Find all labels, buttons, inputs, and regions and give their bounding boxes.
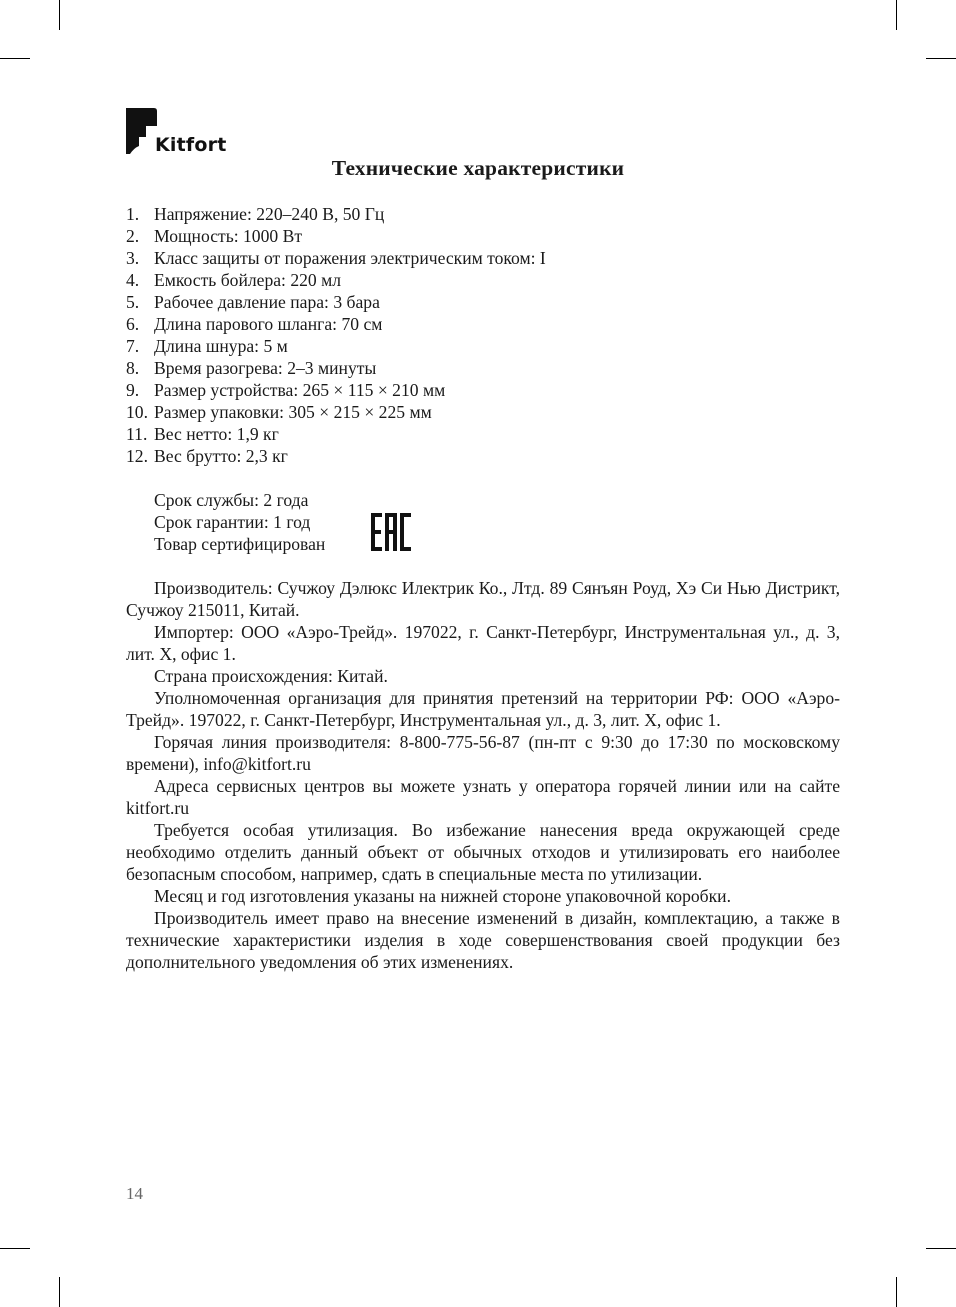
list-item: 8. Время разогрева: 2–3 минуты [126,358,377,378]
paragraph-origin: Страна происхождения: Китай. [154,666,388,686]
list-item: 5. Рабочее давление пара: 3 бара [126,292,380,312]
paragraph-importer: Импортер: ООО «Аэро-Трейд». 197022, г. Санкт-Петербург, Инструментальная ул., д. 3, лит. Х, офис 1. [126,622,840,664]
list-item: 1. Напряжение: 220–240 В, 50 Гц [126,204,385,224]
list-item: 3. Класс защиты от поражения электрическим током: I [126,248,546,268]
crop-mark [59,0,60,30]
page-number: 14 [126,1184,143,1203]
paragraph-authorized-org: Уполномоченная организация для принятия претензий на территории РФ: ООО «Аэро-Трейд». 197022, г. Санкт-Петербург, Инструментальная ул., д. 3, лит. Х, офис 1. [126,688,840,730]
crop-mark [896,0,897,30]
crop-mark [59,1277,60,1307]
list-item: 6. Длина парового шланга: 70 см [126,314,383,334]
list-item: 11. Вес нетто: 1,9 кг [126,424,279,444]
paragraph-hotline: Горячая линия производителя: 8-800-775-56-87 (пн-пт с 9:30 до 17:30 по московскому времени), info@kitfort.ru [126,732,840,774]
paragraph-changes: Производитель имеет право на внесение изменений в дизайн, комплектацию, а также в технические характеристики изделия в ходе совершенствования своей продукции без дополнительного уведомления об этих изменениях. [126,908,840,972]
service-life: Срок службы: 2 года [154,490,309,510]
kitfort-logo-icon [124,106,158,155]
paragraph-manufacture-date: Месяц и год изготовления указаны на нижней стороне упаковочной коробки. [154,886,731,906]
list-item: 2. Мощность: 1000 Вт [126,226,303,246]
paragraph-manufacturer: Производитель: Сучжоу Дэлюкс Илектрик Ко., Лтд. 89 Сянъян Роуд, Хэ Си Нью Дистрикт, Сучжоу 215011, Китай. [126,578,840,620]
brand-name: Kitfort [155,134,227,156]
crop-mark [926,58,956,59]
crop-mark [896,1277,897,1307]
list-item: 4. Емкость бойлера: 220 мл [126,270,342,290]
page-title: Технические характеристики [331,156,625,180]
eac-mark-icon [370,512,412,552]
list-item: 9. Размер устройства: 265 × 115 × 210 мм [126,380,446,400]
list-item: 7. Длина шнура: 5 м [126,336,288,356]
paragraph-disposal: Требуется особая утилизация. Во избежание нанесения вреда окружающей среде необходимо отделить данный объект от обычных отходов и утилизировать его наиболее безопасным способом, например, сдать в специальные места по утилизации. [126,820,840,884]
list-item: 10. Размер упаковки: 305 × 215 × 225 мм [126,402,432,422]
certified-label: Товар сертифицирован [154,534,326,554]
warranty-period: Срок гарантии: 1 год [154,512,311,532]
list-item: 12. Вес брутто: 2,3 кг [126,446,288,466]
crop-mark [926,1248,956,1249]
brand-logo [124,106,227,158]
manufacturer-info [126,577,840,973]
crop-mark [0,58,30,59]
crop-mark [0,1248,30,1249]
service-info [154,489,325,555]
paragraph-service-centers: Адреса сервисных центров вы можете узнать у оператора горячей линии или на сайте kitfort.ru [126,776,840,818]
specs-list [126,203,846,467]
